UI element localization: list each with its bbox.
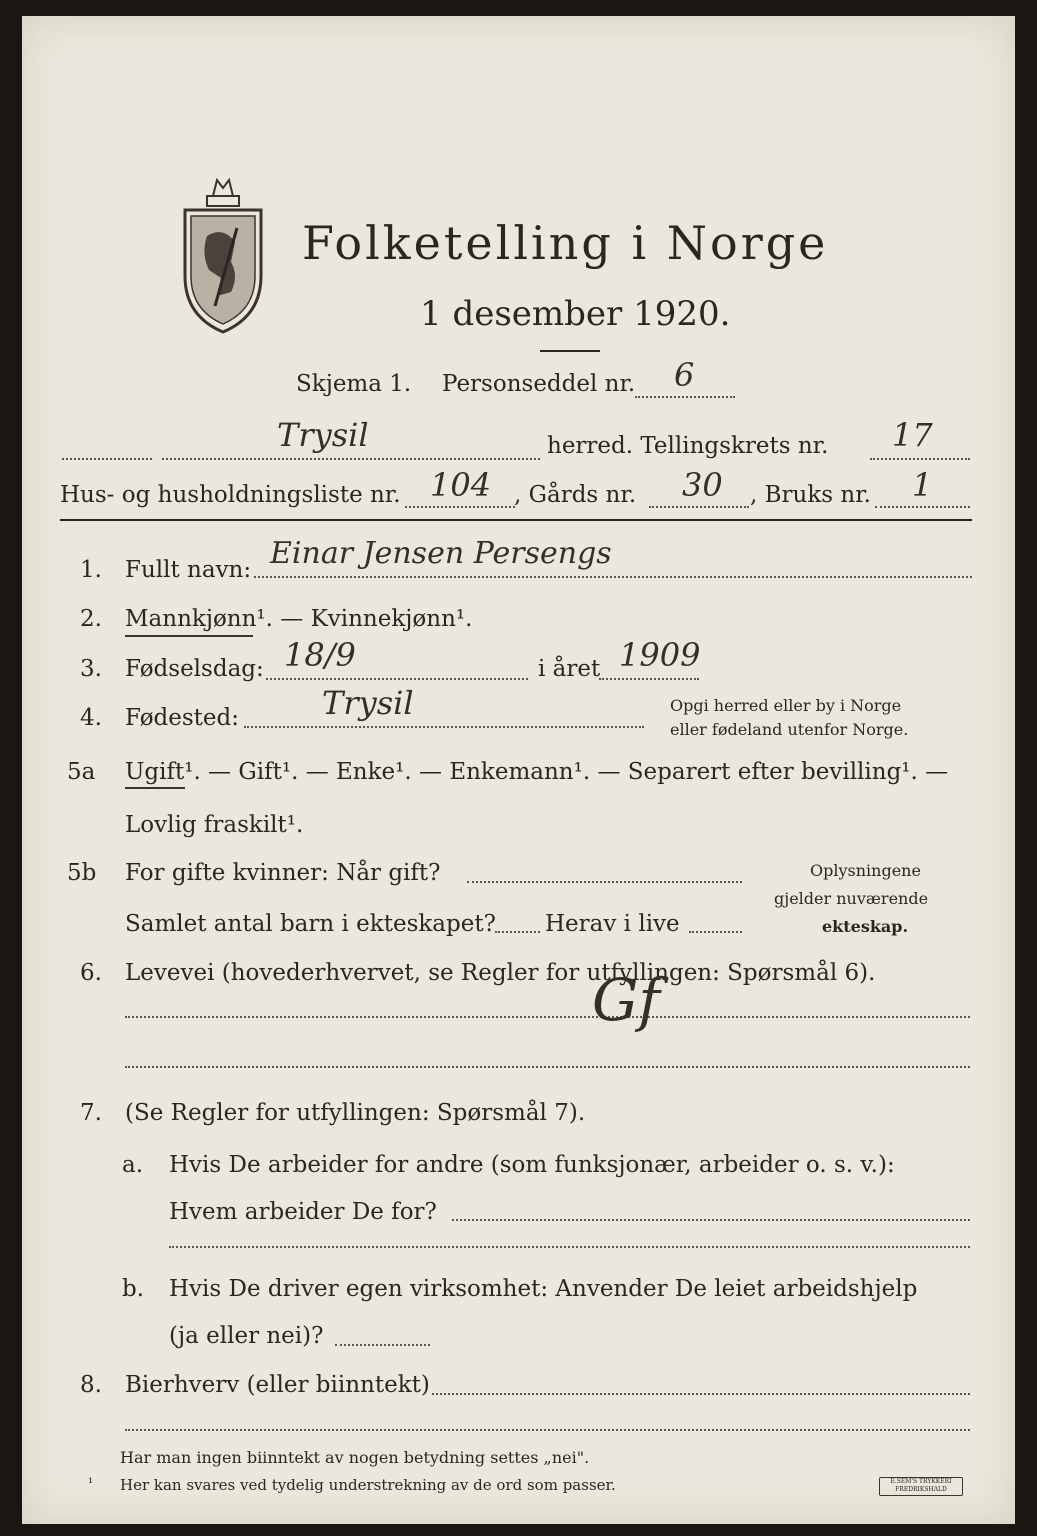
q8-number: 8. bbox=[80, 1372, 102, 1398]
q2-mannkjonn-underline bbox=[125, 635, 253, 637]
tellingskrets-field[interactable] bbox=[870, 458, 970, 460]
q7b-question: (ja eller nei)? bbox=[169, 1323, 324, 1349]
children-alive-field[interactable] bbox=[689, 931, 742, 933]
q5b-note-line3: ekteskap. bbox=[822, 917, 909, 936]
full-name-field[interactable] bbox=[254, 576, 972, 578]
personseddel-value: 6 bbox=[674, 356, 695, 394]
gards-value: 30 bbox=[682, 466, 723, 504]
printer-stamp: E.SEM'S TRYKKERI FREDRIKSHALD bbox=[879, 1477, 963, 1496]
side-income-field[interactable] bbox=[432, 1393, 970, 1395]
occupation-field-line1[interactable] bbox=[125, 1016, 970, 1018]
title-divider bbox=[540, 350, 600, 352]
full-name-value: Einar Jensen Persengs bbox=[270, 536, 612, 571]
q3-label: Fødselsdag: bbox=[125, 656, 264, 682]
bruks-field[interactable] bbox=[875, 506, 970, 508]
q3-number: 3. bbox=[80, 656, 102, 682]
q5a-options: Ugift¹. — Gift¹. — Enke¹. — Enkemann¹. — Separert efter bevilling¹. — bbox=[125, 759, 949, 785]
hus-field[interactable] bbox=[405, 506, 515, 508]
skjema-label: Skjema 1. bbox=[296, 371, 412, 397]
q5a-ugift-underline bbox=[125, 787, 185, 789]
personseddel-label: Personseddel nr. bbox=[442, 371, 636, 397]
gards-field[interactable] bbox=[649, 506, 749, 508]
form-title: Folketelling i Norge bbox=[302, 216, 829, 270]
q4-number: 4. bbox=[80, 705, 102, 731]
occupation-field-line2[interactable] bbox=[125, 1066, 970, 1068]
employer-field[interactable] bbox=[452, 1219, 970, 1221]
q5a-number: 5a bbox=[67, 759, 96, 785]
q7-number: 7. bbox=[80, 1100, 102, 1126]
q7a-question: Hvem arbeider De for? bbox=[169, 1199, 437, 1225]
herred-value: Trysil bbox=[277, 416, 369, 454]
children-count-field[interactable] bbox=[495, 931, 540, 933]
q2-number: 2. bbox=[80, 606, 102, 632]
q2-label: Mannkjønn¹. — Kvinnekjønn¹. bbox=[125, 606, 473, 632]
employer-field-line2[interactable] bbox=[169, 1246, 970, 1248]
birth-year-value: 1909 bbox=[619, 636, 701, 674]
footnote-mark: ¹ bbox=[88, 1476, 94, 1491]
birthplace-value: Trysil bbox=[322, 684, 414, 722]
footnote-text: Her kan svares ved tydelig understrekning av de ord som passer. bbox=[120, 1476, 616, 1494]
q5b-number: 5b bbox=[67, 860, 97, 886]
occupation-mark: Gf bbox=[592, 966, 660, 1034]
norway-coat-of-arms-icon bbox=[177, 166, 269, 336]
q4-note-line2: eller fødeland utenfor Norge. bbox=[670, 720, 909, 739]
q7b-letter: b. bbox=[122, 1276, 145, 1302]
q7a-letter: a. bbox=[122, 1152, 144, 1178]
hus-label: Hus- og husholdningsliste nr. bbox=[60, 482, 401, 508]
q6-label: Levevei (hovederhvervet, se Regler for utfyllingen: Spørsmål 6). bbox=[125, 960, 876, 986]
personseddel-field[interactable] bbox=[635, 396, 735, 398]
birth-year-field[interactable] bbox=[599, 678, 699, 680]
header-divider bbox=[60, 519, 972, 521]
q5b-children-label: Samlet antal barn i ekteskapet? bbox=[125, 911, 496, 937]
married-date-field[interactable] bbox=[467, 881, 742, 883]
census-date: 1 desember 1920. bbox=[420, 294, 731, 334]
footer-note: Har man ingen biinntekt av nogen betydning settes „nei". bbox=[120, 1448, 590, 1467]
q8-label: Bierhverv (eller biinntekt) bbox=[125, 1372, 430, 1398]
q5b-married-label: For gifte kvinner: Når gift? bbox=[125, 860, 441, 886]
bruks-label: , Bruks nr. bbox=[750, 482, 871, 508]
q1-number: 1. bbox=[80, 557, 102, 583]
q4-note-line1: Opgi herred eller by i Norge bbox=[670, 696, 902, 715]
side-income-field-line2[interactable] bbox=[125, 1429, 970, 1431]
year-label: i året bbox=[538, 656, 601, 682]
q5a-options-line2: Lovlig fraskilt¹. bbox=[125, 812, 304, 838]
herred-label: herred. Tellingskrets nr. bbox=[547, 433, 829, 459]
hired-help-field[interactable] bbox=[335, 1344, 430, 1346]
q6-number: 6. bbox=[80, 960, 102, 986]
herred-prefix-line bbox=[62, 458, 152, 460]
tellingskrets-value: 17 bbox=[892, 416, 933, 454]
herred-field[interactable] bbox=[162, 458, 540, 460]
birthday-value: 18/9 bbox=[284, 636, 356, 674]
q7-label: (Se Regler for utfyllingen: Spørsmål 7). bbox=[125, 1100, 586, 1126]
q5b-note-line1: Oplysningene bbox=[810, 861, 921, 880]
q7b-text: Hvis De driver egen virksomhet: Anvender De leiet arbeidshjelp bbox=[169, 1276, 918, 1302]
gards-label: , Gårds nr. bbox=[514, 482, 637, 508]
q1-label: Fullt navn: bbox=[125, 557, 252, 583]
census-form-sheet bbox=[22, 16, 1015, 1524]
q7a-text: Hvis De arbeider for andre (som funksjonær, arbeider o. s. v.): bbox=[169, 1152, 895, 1178]
bruks-value: 1 bbox=[912, 466, 933, 504]
q5b-note-line2: gjelder nuværende bbox=[774, 889, 929, 908]
birthplace-field[interactable] bbox=[244, 726, 644, 728]
q4-label: Fødested: bbox=[125, 705, 240, 731]
hus-value: 104 bbox=[430, 466, 492, 504]
q5b-alive-label: Herav i live bbox=[545, 911, 680, 937]
birthday-field[interactable] bbox=[266, 678, 528, 680]
